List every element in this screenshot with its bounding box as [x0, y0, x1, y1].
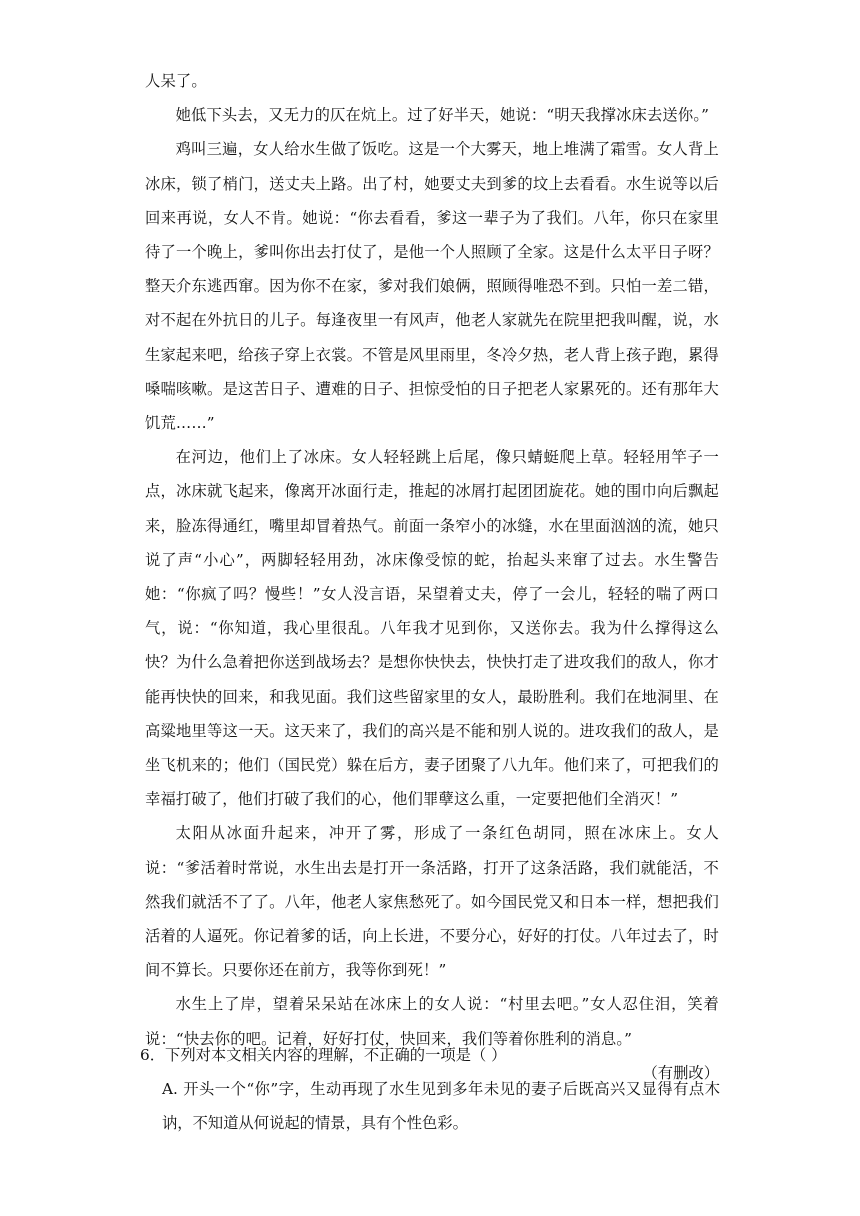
question-6 — [140, 1038, 720, 1141]
passage-paragraph-6: 水生上了岸，望着呆呆站在冰床上的女人说：“村里去吧。”女人忍住泪，笑着说：“快去你的吧。记着，好好打仗，快回来，我们等着你胜利的消息。” — [145, 995, 719, 1048]
passage-paragraph-1: 人呆了。 — [145, 72, 207, 90]
passage-paragraph-3: 鸡叫三遍，女人给水生做了饭吃。这是一个大雾天，地上堆满了霜雪。女人背上冰床，锁了梢门，送丈夫上路。出了村，她要丈夫到爹的坟上去看看。水生说等以后回来再说，女人不肯。她说：“你去看看，爹这一辈子为了我们。八年，你只在家里待了一个晚上，爹叫你出去打仗了，是他一个人照顾了全家。这是什么太平日子呀？整天介东逃西窜。因为你不在家，爹对我们娘俩，照顾得唯恐不到。只怕一差二错，对不起在外抗日的儿子。每逢夜里一有风声，他老人家就先在院里把我叫醒，说，水生家起来吧，给孩子穿上衣裳。不管是风里雨里，冬冷夕热，老人背上孩子跑，累得嗓喘咳嗽。是这苦日子、遭难的日子、担惊受怕的日子把老人家累死的。还有那年大饥荒……” — [145, 140, 719, 433]
option-a: A. 开头一个“你”字，生动再现了水生见到多年未见的妻子后既高兴又显得有点木讷，不知道从何说起的情景，具有个性色彩。 — [162, 1080, 720, 1133]
question-stem: 6．下列对本文相关内容的理解，不正确的一项是（ ） — [140, 1046, 507, 1064]
passage — [145, 64, 719, 1090]
passage-paragraph-5: 太阳从冰面升起来，冲开了雾，形成了一条红色胡同，照在冰床上。女人说：“爹活着时常说，水生出去是打开一条活路，打开了这条活路，我们就能活，不然我们就活不了了。八年，他老人家焦愁死了。如今国民党又和日本一样，想把我们活着的人逼死。你记着爹的话，向上长进，不要分心，好好的打仗。八年过去了，时间不算长。只要你还在前方，我等你到死！” — [145, 824, 719, 980]
passage-paragraph-2: 她低下头去，又无力的仄在炕上。过了好半天，她说：“明天我撑冰床去送你。” — [175, 106, 710, 125]
source-note: （有删改） — [642, 1063, 719, 1082]
passage-paragraph-4: 在河边，他们上了冰床。女人轻轻跳上后尾，像只蜻蜓爬上草。轻轻用竿子一点，冰床就飞起来，像离开冰面行走，推起的冰屑打起团团旋花。她的围巾向后飘起来，脸冻得通红，嘴里却冒着热气。前面一条窄小的冰缝，水在里面汹汹的流，她只说了声“小心”，两脚轻轻用劲，冰床像受惊的蛇，抬起头来窜了过去。水生警告她：“你疯了吗？慢些！”女人没言语，呆望着丈夫，停了一会儿，轻轻的喘了两口气，说：“你知道，我心里很乱。八年我才见到你，又送你去。我为什么撑得这么快？为什么急着把你送到战场去？是想你快快去，快快打走了进攻我们的敌人，你才能再快快的回来，和我见面。我们这些留家里的女人，最盼胜利。我们在地洞里、在高粱地里等这一天。这天来了，我们的高兴是不能和别人说的。进攻我们的敌人，是坐飞机来的；他们（国民党）躲在后方，妻子团聚了八九年。他们来了，可把我们的幸福打破了，他们打破了我们的心，他们罪孽这么重，一定要把他们全消灭！” — [145, 448, 719, 809]
